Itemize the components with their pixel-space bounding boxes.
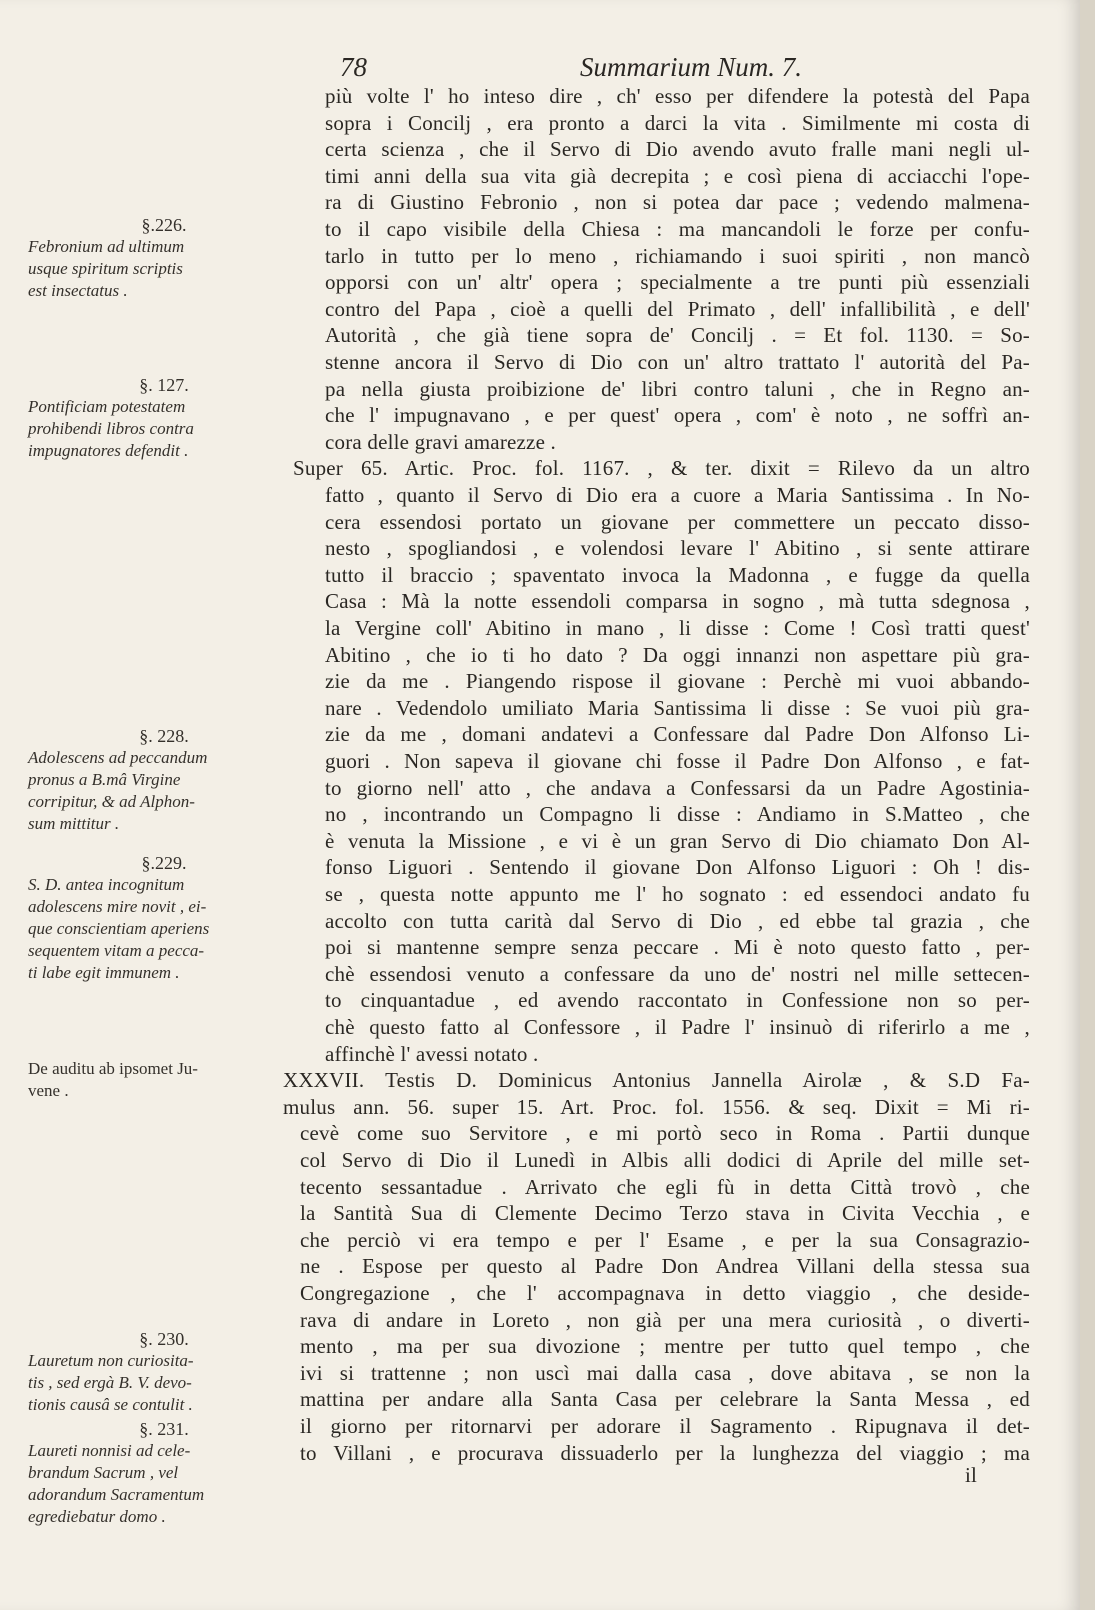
text-line: zie da me . Piangendo rispose il giovane : Perchè mi vuoi abbando-	[325, 669, 1030, 694]
text-line: rava di andare in Loreto , non già per una mera curiosità , o diverti-	[300, 1307, 1030, 1332]
margin-note-line: tis , sed ergà B. V. devo-	[28, 1373, 192, 1392]
text-line: to cinquantadue , ed avendo raccontato in Confessione non so per-	[325, 988, 1030, 1013]
text-line: guori . Non sapeva il giovane chi fosse il Padre Don Alfonso , e fat-	[325, 749, 1030, 773]
text-line: XXXVII. Testis D. Dominicus Antonius Jannella Airolæ , & S.D Fa-	[283, 1068, 1030, 1093]
margin-note	[28, 1328, 300, 1416]
section-number: §. 230.	[139, 1329, 189, 1349]
margin-note-line: sum mittitur .	[28, 814, 120, 833]
text-line: Casa : Mà la notte essendoli comparsa in sogno , mà tutta sdegnosa ,	[325, 589, 1030, 614]
text-line: tecento sessantadue . Arrivato che egli fù in detta Città trovò , che	[300, 1174, 1030, 1199]
margin-note-line: Lauretum non curiosita-	[28, 1351, 194, 1370]
text-line: Autorità , che già tiene sopra de' Concilj . = Et fol. 1130. = So-	[325, 323, 1030, 348]
text-line: to Villani , e procurava dissuaderlo per la lunghezza del viaggio ; ma	[300, 1440, 1030, 1465]
text-line: accolto con tutta carità dal Servo di Dio , ed ebbe tal grazia , che	[325, 908, 1030, 933]
text-line: se , questa notte appunto me l' ho sognato : ed essendoci andato fu	[325, 882, 1030, 906]
text-line: la Santità Sua di Clemente Decimo Terzo stava in Civita Vecchia , e	[300, 1201, 1030, 1226]
catchword: il	[965, 1463, 978, 1488]
text-line: la Vergine coll' Abitino in mano , li disse : Come ! Così tratti quest'	[325, 616, 1030, 640]
margin-note	[28, 214, 300, 302]
margin-note-line: S. D. antea incognitum	[28, 875, 185, 894]
text-line: no , incontrando un Compagno li disse : Andiamo in S.Matteo , che	[325, 802, 1030, 827]
section-number: §. 231.	[139, 1419, 189, 1439]
text-line: mulus ann. 56. super 15. Art. Proc. fol. 1556. & seq. Dixit = Mi ri-	[283, 1094, 1030, 1119]
text-line: fonso Liguori . Sentendo il giovane Don Alfonso Liguori : Oh ! dis-	[325, 855, 1030, 880]
margin-note	[28, 1058, 300, 1102]
text-line: contro del Papa , cioè a quelli del Primato , dell' infallibilità , e dell'	[325, 296, 1030, 321]
running-title: Summarium Num. 7.	[580, 52, 803, 82]
margin-note-line: Pontificiam potestatem	[28, 397, 186, 416]
margin-note-line: pronus a B.mâ Virgine	[28, 770, 181, 789]
margin-note	[28, 852, 300, 984]
text-line: tarlo in tutto per lo meno , richiamando i suoi spiriti , non mancò	[325, 243, 1030, 268]
margin-note-line: ti labe egit immunem .	[28, 963, 180, 982]
margin-note-line: corripitur, & ad Alphon-	[28, 792, 195, 811]
margin-note-line: tionis causâ se contulit .	[28, 1395, 193, 1414]
margin-note-line: impugnatores defendit .	[28, 441, 189, 460]
text-line: Abitino , che io ti ho dato ? Da oggi innanzi non aspettare più gra-	[325, 642, 1030, 667]
page-number: 78	[340, 52, 367, 82]
text-line: pa nella giusta proibizione de' libri contro taluni , che in Regno an-	[325, 376, 1030, 401]
margin-note-line: sequentem vitam a pecca-	[28, 941, 205, 960]
margin-note-line: Adolescens ad peccandum	[28, 748, 208, 767]
margin-note-line: egrediebatur domo .	[28, 1507, 166, 1526]
text-line: affinchè l' avessi notato .	[325, 1041, 539, 1066]
text-line: sopra i Concilj , era pronto a darci la vita . Similmente mi costa di	[325, 110, 1030, 135]
text-line: che l' impugnavano , e per quest' opera , com' è noto , ne soffrì an-	[325, 403, 1030, 428]
text-line: nare . Vedendolo umiliato Maria Santissima li disse : Se vuoi più gra-	[325, 695, 1030, 720]
text-line: mento , ma per sua divozione ; mentre per tutto quel tempo , che	[300, 1334, 1030, 1359]
margin-note	[28, 374, 300, 462]
text-line: to il capo visibile della Chiesa : ma mancandoli le forze per confu-	[325, 217, 1030, 241]
text-line: mattina per andare alla Santa Casa per celebrare la Santa Messa , ed	[300, 1387, 1030, 1412]
text-line: nesto , spogliandosi , e volendosi levare l' Abitino , si sente attirare	[325, 536, 1030, 561]
text-line: Super 65. Artic. Proc. fol. 1167. , & ter. dixit = Rilevo da un altro	[293, 456, 1030, 481]
text-line: poi si mantenne sempre senza peccare . Mi è noto questo fatto , per-	[325, 935, 1030, 960]
margin-note-line: brandum Sacrum , vel	[28, 1463, 179, 1482]
text-line: tutto il braccio ; spaventato invoca la Madonna , e fugge da quella	[325, 562, 1030, 587]
text-line: chè questo fatto al Confessore , il Padre l' insinuò di riferirlo a me ,	[325, 1015, 1030, 1039]
section-number: §. 127.	[139, 375, 189, 395]
text-line: to giorno nell' atto , che andava a Confessarsi da un Padre Agostinia-	[325, 775, 1030, 800]
text-line: che perciò vi era tempo e per l' Esame , e per la sua Consagrazio-	[300, 1227, 1030, 1252]
text-line: cera essendosi portato un giovane per commettere un peccato disso-	[325, 509, 1030, 534]
margin-note-line: que conscientiam aperiens	[28, 919, 210, 938]
text-line: ivi si trattenne ; non uscì mai dalla casa , dove abitava , se non la	[300, 1360, 1030, 1385]
margin-note-line: prohibendi libros contra	[28, 419, 194, 438]
text-line: timi anni della sua vita già decrepita ; e così piena di acciacchi l'ope-	[325, 163, 1030, 188]
text-line: ne . Espose per questo al Padre Don Andrea Villani della stessa sua	[300, 1254, 1030, 1279]
text-line: Congregazione , che l' accompagnava in detto viaggio , che deside-	[300, 1281, 1030, 1305]
text-line: il giorno per ritornarvi per adorare il Sagramento . Ripugnava il det-	[300, 1414, 1030, 1438]
margin-note-line: Laureti nonnisi ad cele-	[28, 1441, 191, 1460]
text-line: cevè come suo Servitore , e mi portò seco in Roma . Partii dunque	[300, 1121, 1030, 1146]
text-line: zie da me , domani andatevi a Confessare dal Padre Don Alfonso Li-	[325, 722, 1030, 747]
text-line: ra di Giustino Febronio , non si potea dar pace ; vedendo malmena-	[325, 190, 1030, 215]
margin-note-line: vene .	[28, 1081, 69, 1100]
section-number: §.229.	[141, 853, 187, 873]
text-line: col Servo di Dio il Lunedì in Albis alli dodici di Aprile del mille set-	[300, 1148, 1030, 1172]
margin-note	[28, 1418, 300, 1528]
section-number: §. 228.	[139, 726, 189, 746]
margin-note-line: usque spiritum scriptis	[28, 259, 183, 278]
text-line: cora delle gravi amarezze .	[325, 429, 556, 454]
text-line: chè essendosi venuto a confessare da uno de' nostri nel mille settecen-	[325, 961, 1030, 986]
text-line: più volte l' ho inteso dire , ch' esso per difendere la potestà del Papa	[325, 84, 1030, 108]
margin-note-line: est insectatus .	[28, 281, 128, 300]
margin-note	[28, 725, 300, 835]
text-line: stenne ancora il Servo di Dio con un' altro trattato l' autorità del Pa-	[325, 350, 1030, 374]
section-number: §.226.	[141, 215, 187, 235]
margin-note-line: adolescens mire novit , ei-	[28, 897, 207, 916]
text-line: è venuta la Missione , e vi è un gran Servo di Dio chiamato Don Al-	[325, 828, 1030, 853]
text-line: certa scienza , che il Servo di Dio avendo avuto fralle mani negli ul-	[325, 137, 1030, 162]
margin-note-line: De auditu ab ipsomet Ju-	[28, 1059, 198, 1078]
margin-note-line: adorandum Sacramentum	[28, 1485, 205, 1504]
text-line: opporsi con un' altr' opera ; specialmente a tre punti più essenziali	[325, 270, 1030, 295]
margin-note-line: Febronium ad ultimum	[28, 237, 185, 256]
text-line: fatto , quanto il Servo di Dio era a cuore a Maria Santissima . In No-	[325, 483, 1030, 507]
